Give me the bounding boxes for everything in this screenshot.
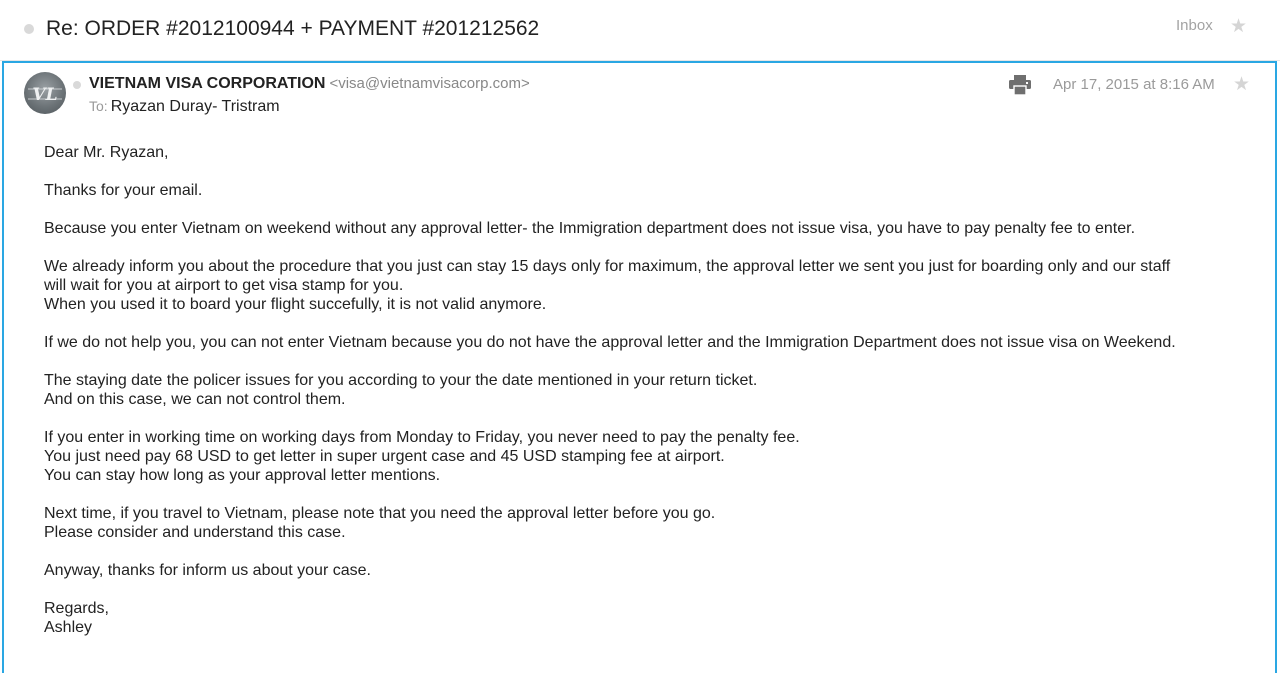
sender-line [89,75,530,93]
body-line: You can stay how long as your approval letter mentions. [44,467,441,484]
body-paragraph [44,371,1244,409]
body-line: The staying date the policer issues for you according to your the date mentioned in your return ticket. [44,372,758,389]
message-panel [2,61,1277,673]
sender-email[interactable]: <visa@vietnamvisacorp.com> [329,75,530,92]
body-line: Please consider and understand this case. [44,524,346,541]
avatar-logo [24,72,66,114]
body-line: If you enter in working time on working days from Monday to Friday, you never need to pay the penalty fee. [44,429,800,446]
body-paragraph [44,428,1244,485]
sender-avatar [24,72,66,114]
body-line: When you used it to board your flight succefully, it is not valid anymore. [44,296,547,313]
body-paragraph: If we do not help you, you can not enter Vietnam because you do not have the approval letter and the Immigration Department does not issue visa on Weekend. [44,334,1176,351]
body-paragraph: Thanks for your email. [44,182,203,199]
body-line: And on this case, we can not control them. [44,391,346,408]
subject-bar [0,0,1280,61]
to-label: To: [89,98,108,114]
folder-label-inbox[interactable]: Inbox [1176,17,1213,34]
signature-line: Regards, [44,600,109,617]
body-line: You just need pay 68 USD to get letter in super urgent case and 45 USD stamping fee at airport. [44,448,725,465]
unread-dot [24,24,34,34]
body-line: Next time, if you travel to Vietnam, please note that you need the approval letter before you go. [44,505,716,522]
message-date: Apr 17, 2015 at 8:16 AM [1053,76,1215,93]
email-subject: Re: ORDER #2012100944 + PAYMENT #201212562 [46,17,540,40]
star-icon[interactable]: ★ [1230,16,1248,37]
message-star-icon[interactable]: ★ [1233,74,1251,95]
body-paragraph [44,504,1244,542]
body-paragraph: Anyway, thanks for inform us about your case. [44,562,371,579]
body-paragraph [44,257,1244,314]
signature-name: Ashley [44,619,93,636]
body-paragraph: Because you enter Vietnam on weekend without any approval letter- the Immigration department does not issue visa, you have to pay penalty fee to enter. [44,220,1136,237]
message-body [44,143,1244,656]
avatar-initials: VL [32,85,58,105]
signature [44,599,1244,637]
greeting: Dear Mr. Ryazan, [44,144,169,161]
body-line: We already inform you about the procedure that you just can stay 15 days only for maximum, the approval letter we sent you just for boarding only and our staff [44,258,1171,275]
body-line: will wait for you at airport to get visa stamp for you. [44,277,404,294]
recipient-name[interactable]: Ryazan Duray- Tristram [110,98,280,115]
recipient-line [89,98,280,116]
sender-name[interactable]: VIETNAM VISA CORPORATION [89,75,326,92]
print-icon[interactable] [1009,75,1031,95]
sender-status-dot [73,81,81,89]
